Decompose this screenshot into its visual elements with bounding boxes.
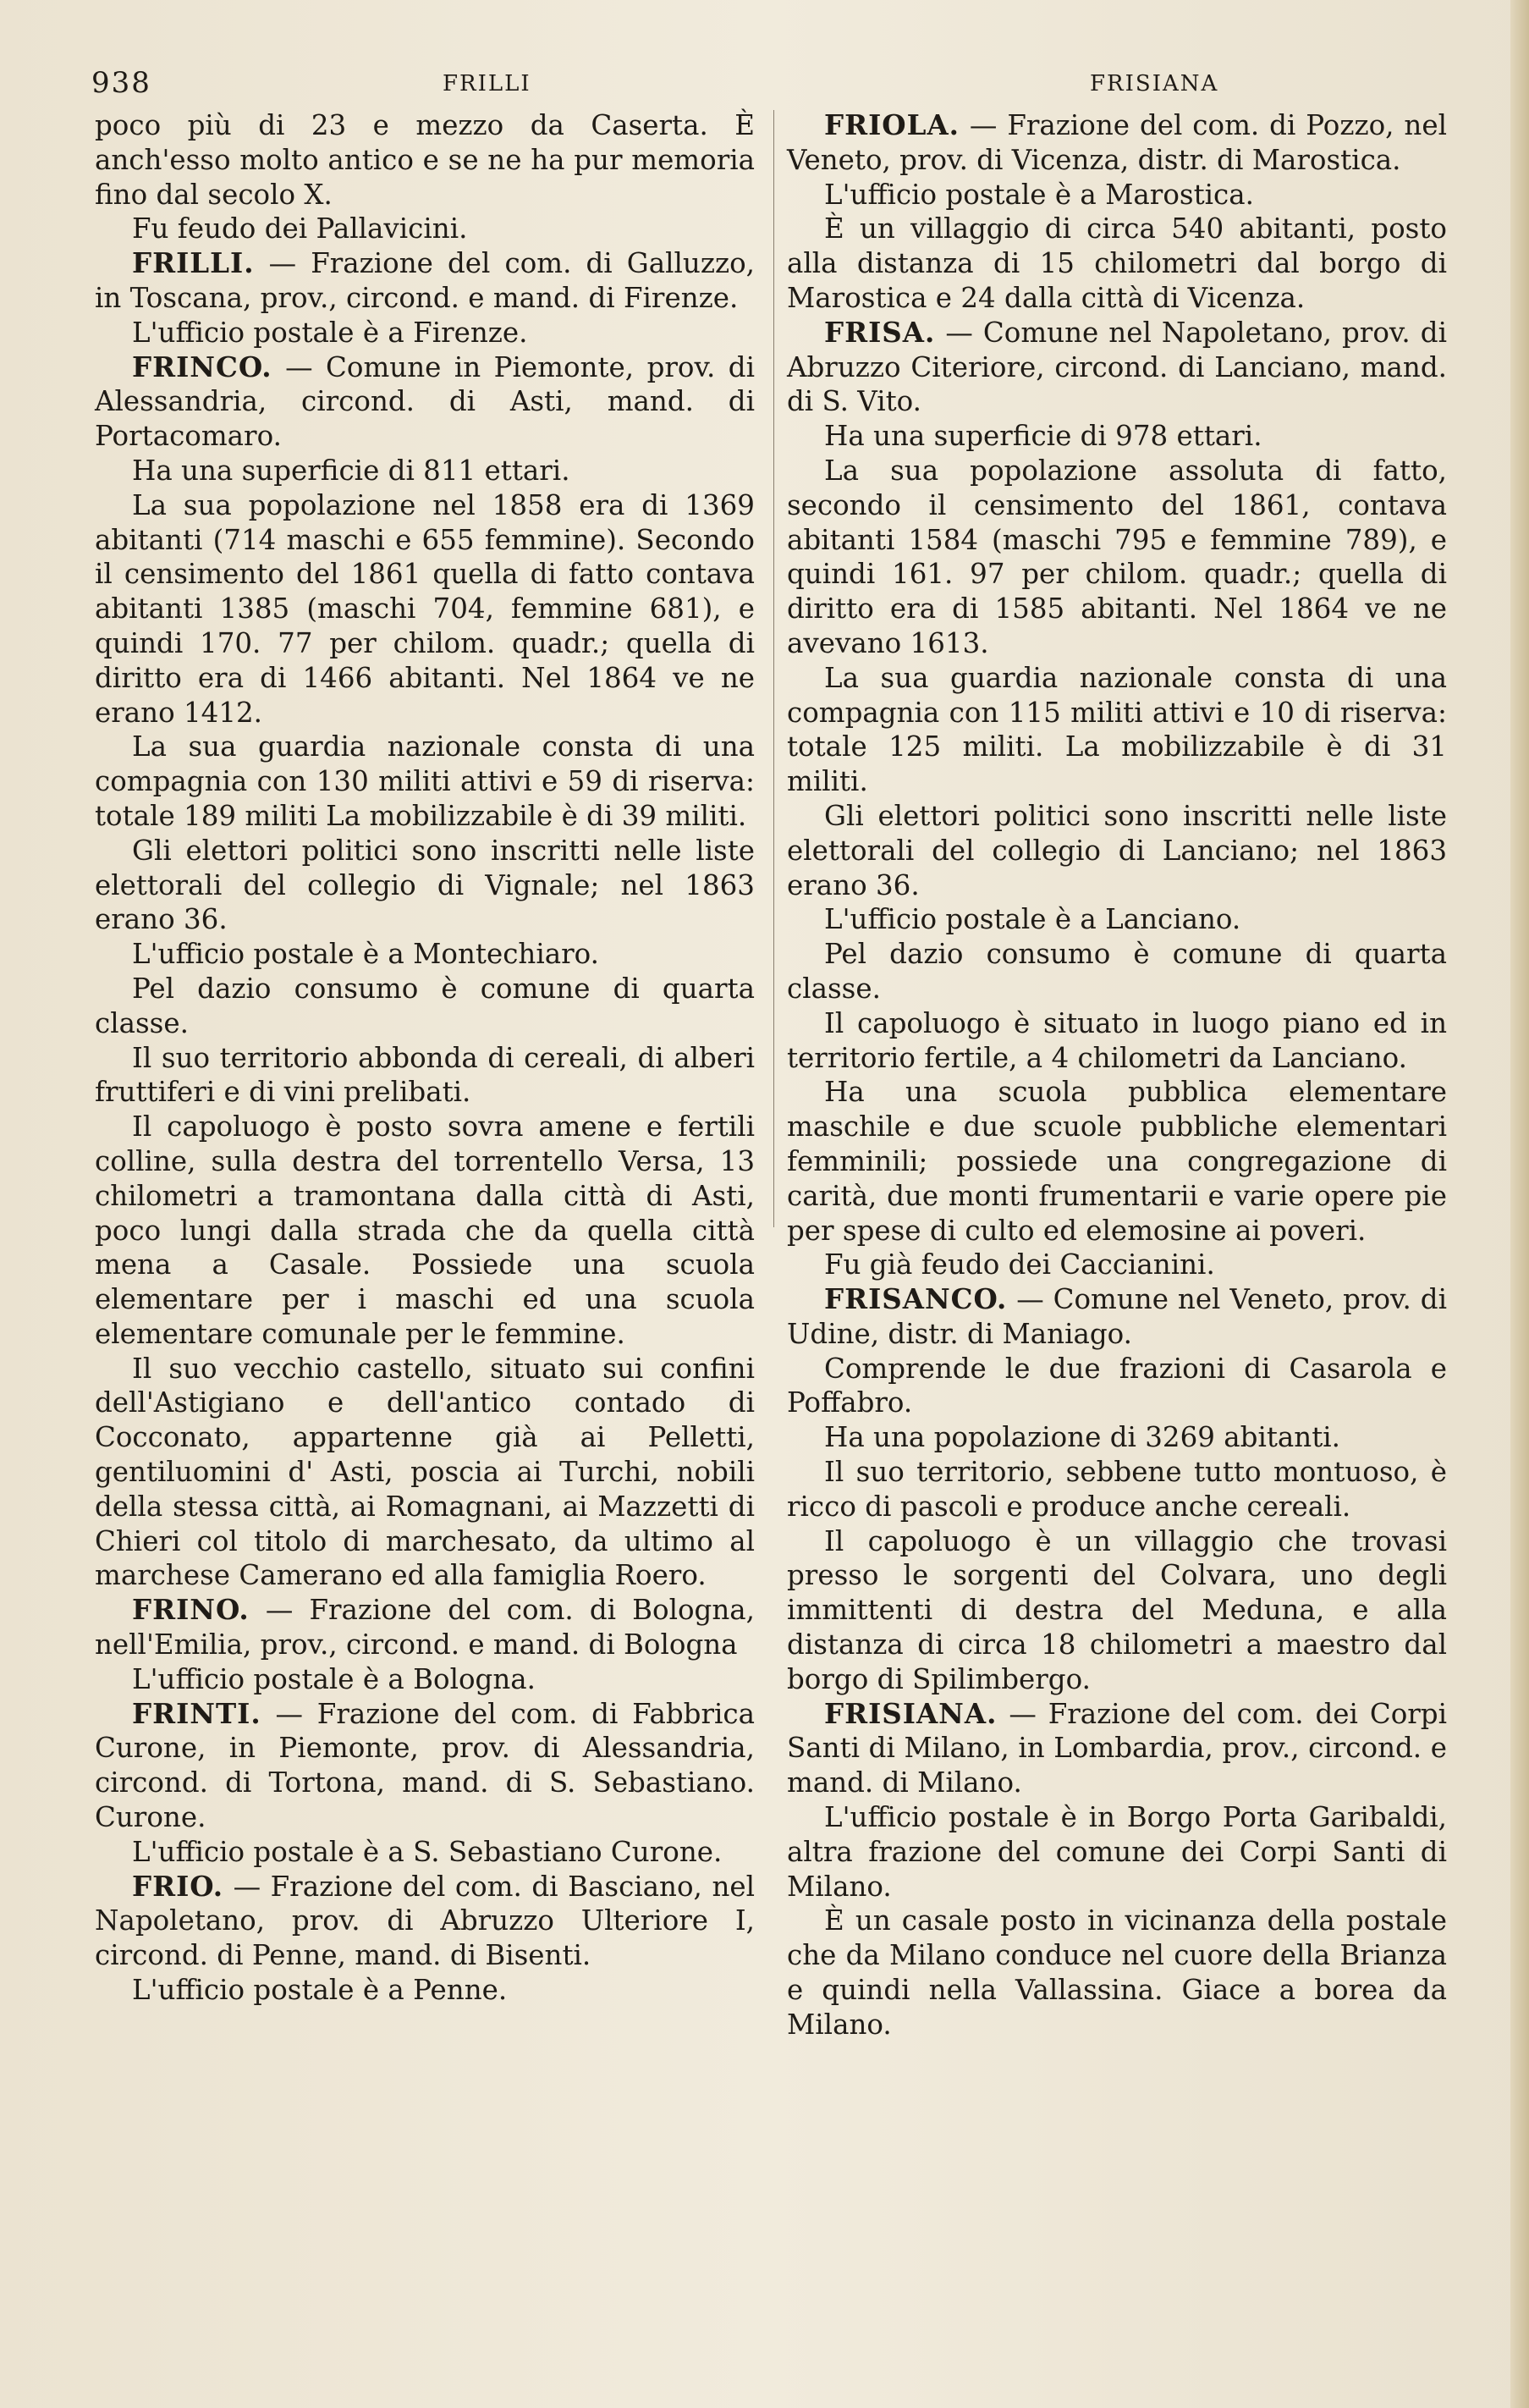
paragraph <box>95 730 755 833</box>
paragraph-text: Fu già feudo dei Caccianini. <box>824 1248 1215 1281</box>
paragraph-text: — Frazione del com. di Fabbrica Curone, in Piemonte, prov. di Alessandria, circond. di Tortona, mand. di S. Sebastiano. Curone. <box>95 1697 755 1834</box>
paragraph-text: Ha una superficie di 978 ettari. <box>824 420 1262 453</box>
entry-heading: FRISA. <box>824 315 936 349</box>
paragraph <box>787 1697 1447 1800</box>
paragraph <box>95 1973 755 2008</box>
paragraph <box>95 454 755 488</box>
paragraph-text: La sua popolazione nel 1858 era di 1369 abitanti (714 maschi e 655 femmine). Secondo il censimento del 1861 quella di fatto contava abitanti 1385 (maschi 704, femmine 681), e quindi 170. 77 per chilom. quadr.; quella di diritto era di 1466 abitanti. Nel 1864 ve ne erano 1412. <box>95 488 755 729</box>
entry-heading: FRIOLA. <box>824 108 960 141</box>
paragraph-text: La sua guardia nazionale consta di una compagnia con 115 militi attivi e 10 di riserva: totale 125 militi. La mobilizzabile è di 31 militi. <box>787 661 1447 798</box>
paragraph <box>95 488 755 730</box>
paragraph <box>95 316 755 350</box>
entry-heading: FRISANCO. <box>824 1282 1008 1316</box>
paragraph <box>787 316 1447 419</box>
paragraph-text: — Comune nel Veneto, prov. di Udine, distr. di Maniago. <box>787 1283 1447 1350</box>
paragraph-text: Gli elettori politici sono inscritti nelle liste elettorali del collegio di Vignale; nel 1863 erano 36. <box>95 834 755 936</box>
paragraph-text: L'ufficio postale è a Penne. <box>132 1974 508 2007</box>
entry-heading: FRISIANA. <box>824 1696 998 1730</box>
paragraph <box>787 1524 1447 1697</box>
paragraph <box>95 1110 755 1352</box>
paragraph-text: — Frazione del com. di Bologna, nell'Emilia, prov., circond. e mand. di Bologna <box>95 1594 755 1661</box>
paragraph-text: L'ufficio postale è a Bologna. <box>132 1662 536 1695</box>
paragraph-text: È un villaggio di circa 540 abitanti, posto alla distanza di 15 chilometri dal borgo di Marostica e 24 dalla città di Vicenza. <box>787 212 1447 314</box>
paragraph-text: È un casale posto in vicinanza della postale che da Milano conduce nel cuore della Brianza e quindi nella Vallassina. Giace a borea da Milano. <box>787 1904 1447 2041</box>
paragraph-text: — Comune nel Napoletano, prov. di Abruzzo Citeriore, circond. di Lanciano, mand. di S. Vito. <box>787 316 1447 418</box>
right-column <box>787 108 1447 2042</box>
paragraph-text: Pel dazio consumo è comune di quarta classe. <box>95 972 755 1039</box>
paragraph-text: Il suo territorio, sebbene tutto montuoso, è ricco di pascoli e produce anche cereali. <box>787 1456 1447 1523</box>
paragraph-text: — Frazione del com. di Pozzo, nel Veneto, prov. di Vicenza, distr. di Marostica. <box>787 109 1447 176</box>
paragraph-text: — Comune in Piemonte, prov. di Alessandria, circond. di Asti, mand. di Portacomaro. <box>95 350 755 453</box>
paragraph <box>95 1870 755 1973</box>
paragraph <box>787 902 1447 937</box>
paragraph-text: poco più di 23 e mezzo da Caserta. È anch'esso molto antico e se ne ha pur memoria fino dal secolo X. <box>95 109 755 211</box>
paragraph <box>787 212 1447 315</box>
paragraph <box>787 1282 1447 1352</box>
page-edge <box>1510 0 1529 2408</box>
paragraph <box>787 1904 1447 2042</box>
paragraph-text: La sua guardia nazionale consta di una compagnia con 130 militi attivi e 59 di riserva: totale 189 militi La mobilizzabile è di 39 militi. <box>95 730 755 832</box>
paragraph-text: La sua popolazione assoluta di fatto, secondo il censimento del 1861, contava abitanti 1584 (maschi 795 e femmine 789), e quindi 161. 97 per chilom. quadr.; quella di diritto era di 1585 abitanti. Nel 1864 ve ne avevano 1613. <box>787 454 1447 659</box>
paragraph-text: — Frazione del com. di Basciano, nel Napoletano, prov. di Abruzzo Ulteriore I, circond. di Penne, mand. di Bisenti. <box>95 1870 755 1972</box>
paragraph-text: L'ufficio postale è a S. Sebastiano Curone. <box>132 1835 723 1868</box>
paragraph-text: Il capoluogo è posto sovra amene e fertili colline, sulla destra del torrentello Versa, 13 chilometri a tramontana dalla città di Asti, poco lungi dalla strada che da quella città mena a Casale. Possiede una scuola elementare per i maschi ed una scuola elementare comunale per le femmine. <box>95 1110 755 1350</box>
paragraph <box>95 350 755 454</box>
paragraph <box>95 246 755 316</box>
running-header <box>91 66 1455 108</box>
page-number: 938 <box>91 66 151 100</box>
paragraph <box>787 178 1447 212</box>
left-column <box>95 108 755 2008</box>
paragraph <box>95 937 755 972</box>
paragraph-text: L'ufficio postale è a Firenze. <box>132 316 528 349</box>
paragraph-text: Ha una popolazione di 3269 abitanti. <box>824 1421 1341 1454</box>
paragraph-text: Il capoluogo è un villaggio che trovasi presso le sorgenti del Colvara, uno degli immittenti di destra del Meduna, e alla distanza di circa 18 chilometri a maestro dal borgo di Spilimbergo. <box>787 1524 1447 1695</box>
paragraph <box>95 1697 755 1835</box>
paragraph-text: Comprende le due frazioni di Casarola e Poffabro. <box>787 1352 1447 1419</box>
paragraph <box>95 1352 755 1594</box>
paragraph <box>95 108 755 212</box>
paragraph-text: L'ufficio postale è a Montechiaro. <box>132 938 599 971</box>
header-right-word: FRISIANA <box>1090 71 1219 96</box>
paragraph <box>95 1835 755 1870</box>
paragraph-text: Fu feudo dei Pallavicini. <box>132 212 468 245</box>
paragraph <box>95 1041 755 1110</box>
paragraph-text: — Frazione del com. di Galluzzo, in Toscana, prov., circond. e mand. di Firenze. <box>95 247 755 314</box>
paragraph <box>787 419 1447 454</box>
entry-heading: FRINTI. <box>132 1696 261 1730</box>
paragraph <box>787 661 1447 799</box>
paragraph-text: Ha una superficie di 811 ettari. <box>132 454 570 487</box>
paragraph-text: L'ufficio postale è in Borgo Porta Garibaldi, altra frazione del comune dei Corpi Santi di Milano. <box>787 1801 1447 1903</box>
paragraph <box>787 1248 1447 1282</box>
paragraph-text: Il suo territorio abbonda di cereali, di alberi fruttiferi e di vini prelibati. <box>95 1041 755 1109</box>
entry-heading: FRILLI. <box>132 246 255 280</box>
paragraph <box>787 454 1447 661</box>
entry-heading: FRINO. <box>132 1593 250 1627</box>
paragraph <box>787 1075 1447 1248</box>
paragraph <box>787 1420 1447 1455</box>
paragraph-text: Ha una scuola pubblica elementare maschile e due scuole pubbliche elementari femminili; possiede una congregazione di carità, due monti frumentarii e varie opere pie per spese di culto ed elemosine ai poveri. <box>787 1076 1447 1247</box>
paragraph-text: L'ufficio postale è a Lanciano. <box>824 903 1241 936</box>
paragraph <box>787 799 1447 902</box>
paragraph <box>95 834 755 937</box>
paragraph-text: — Frazione del com. dei Corpi Santi di Milano, in Lombardia, prov., circond. e mand. di Milano. <box>787 1697 1447 1799</box>
paragraph-text: L'ufficio postale è a Marostica. <box>824 178 1254 211</box>
paragraph <box>95 1662 755 1697</box>
entry-heading: FRIO. <box>132 1869 224 1903</box>
paragraph <box>787 1006 1447 1076</box>
paragraph-text: Il capoluogo è situato in luogo piano ed in territorio fertile, a 4 chilometri da Lanciano. <box>787 1006 1447 1074</box>
paragraph <box>95 1593 755 1662</box>
column-divider <box>773 110 774 1227</box>
paragraph <box>787 937 1447 1006</box>
paragraph <box>787 1352 1447 1421</box>
paragraph <box>787 108 1447 178</box>
paragraph <box>95 212 755 246</box>
paragraph <box>787 1800 1447 1904</box>
paragraph <box>95 972 755 1041</box>
paragraph-text: Pel dazio consumo è comune di quarta classe. <box>787 938 1447 1005</box>
paragraph-text: Gli elettori politici sono inscritti nelle liste elettorali del collegio di Lanciano; nel 1863 erano 36. <box>787 799 1447 901</box>
paragraph <box>787 1455 1447 1524</box>
header-left-word: FRILLI <box>443 71 531 96</box>
entry-heading: FRINCO. <box>132 350 272 383</box>
paragraph-text: Il suo vecchio castello, situato sui confini dell'Astigiano e dell'antico contado di Cocconato, appartenne già ai Pelletti, gentiluomini d' Asti, poscia ai Turchi, nobili della stessa città, ai Romagnani, ai Mazzetti di Chieri col titolo di marchesato, da ultimo al marchese Camerano ed alla famiglia Roero. <box>95 1352 755 1592</box>
